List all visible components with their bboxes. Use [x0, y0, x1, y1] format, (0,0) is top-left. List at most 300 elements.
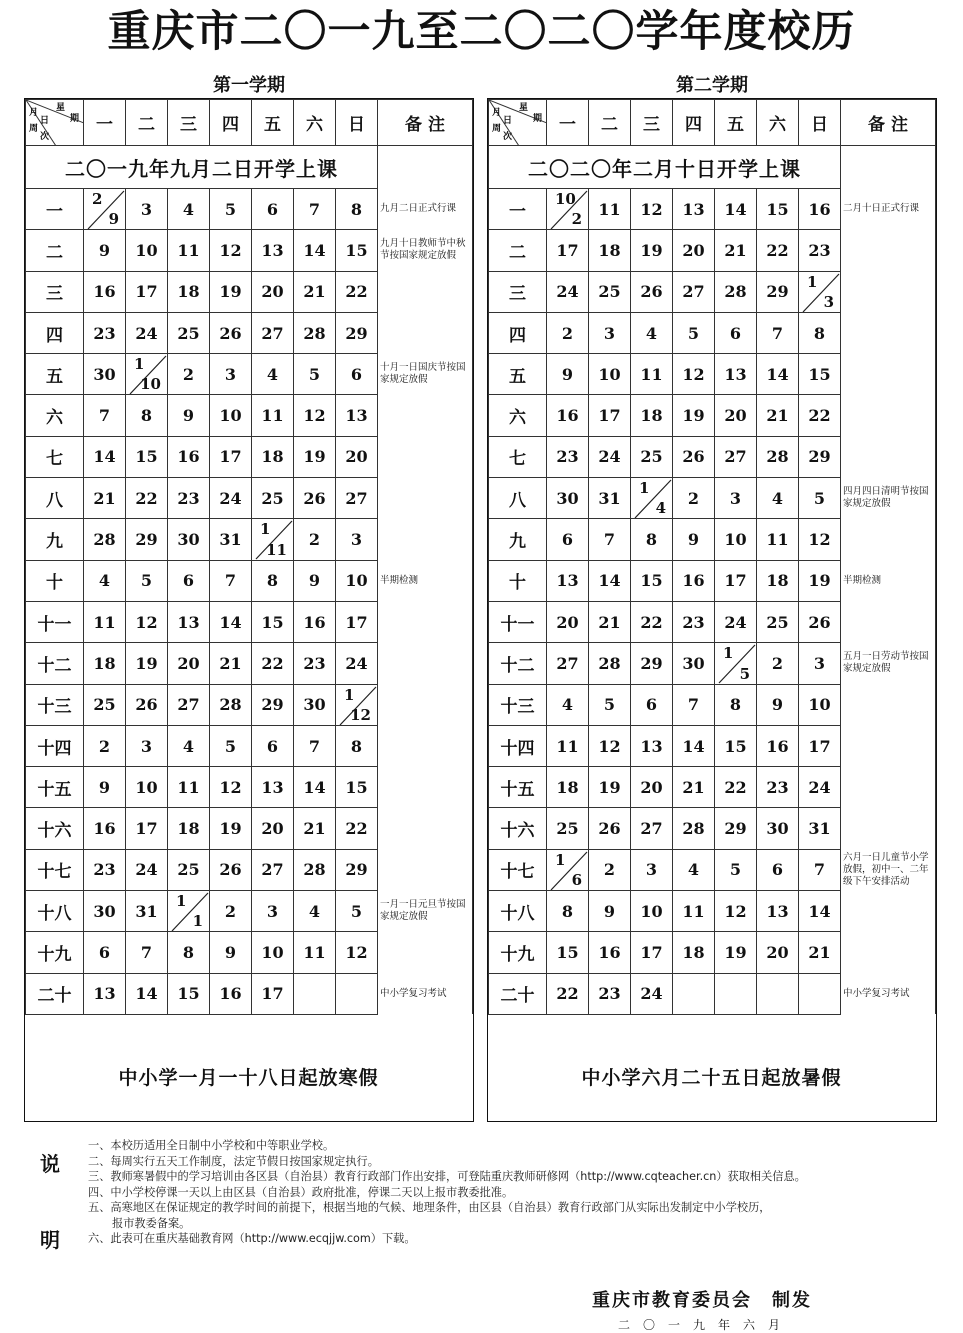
day-cell: 12 [631, 189, 673, 230]
corner-label: 次 [40, 132, 50, 142]
week-row [489, 891, 936, 932]
week-number: 九 [489, 519, 547, 560]
day-cell: 20 [715, 395, 757, 436]
week-number: 十九 [489, 932, 547, 973]
week-number: 二 [26, 230, 84, 271]
week-number: 三 [26, 271, 84, 312]
day-cell: 19 [589, 767, 631, 808]
note-cell: 半期检测 [378, 560, 473, 601]
day-cell: 10 [715, 519, 757, 560]
day-cell: 15 [547, 932, 589, 973]
day-cell: 7 [294, 725, 336, 766]
day-cell: 7 [757, 312, 799, 353]
day-cell: 9 [757, 684, 799, 725]
month-start-day [547, 189, 589, 230]
semester-start: 二〇一九年九月二日开学上课 [26, 146, 378, 189]
day-cell: 30 [168, 519, 210, 560]
month-value: 3 [823, 292, 834, 311]
week-row [489, 189, 936, 230]
week-row [26, 436, 473, 477]
day-cell: 24 [336, 643, 378, 684]
day-cell: 20 [757, 932, 799, 973]
day-cell: 22 [799, 395, 841, 436]
day-cell: 21 [210, 643, 252, 684]
day-cell: 14 [84, 436, 126, 477]
day-value: 1 [723, 644, 734, 663]
weekday-header: 二 [589, 100, 631, 146]
note-cell [841, 684, 936, 725]
week-row [26, 601, 473, 642]
day-cell: 16 [210, 973, 252, 1014]
day-cell: 26 [631, 271, 673, 312]
day-cell: 12 [336, 932, 378, 973]
day-cell: 9 [210, 932, 252, 973]
day-cell: 27 [336, 478, 378, 519]
note-cell [841, 932, 936, 973]
month-value: 2 [571, 210, 582, 229]
day-cell: 29 [336, 312, 378, 353]
day-cell: 12 [589, 725, 631, 766]
day-cell: 2 [757, 643, 799, 684]
note-cell [378, 271, 473, 312]
day-cell: 26 [210, 849, 252, 890]
note-cell [378, 808, 473, 849]
explanation-item: 一、本校历适用全日制中小学校和中等职业学校。 [88, 1139, 335, 1152]
note-cell [841, 519, 936, 560]
day-value: 1 [260, 520, 271, 539]
day-cell: 2 [589, 849, 631, 890]
day-cell: 6 [252, 725, 294, 766]
week-number: 四 [26, 312, 84, 353]
day-cell: 29 [757, 271, 799, 312]
week-number: 六 [489, 395, 547, 436]
day-cell: 23 [294, 643, 336, 684]
day-cell: 28 [757, 436, 799, 477]
day-cell: 29 [715, 808, 757, 849]
month-value: 12 [350, 705, 371, 724]
explanation-item: 报市教委备案。 [112, 1216, 191, 1230]
day-cell: 19 [210, 271, 252, 312]
day-cell: 6 [757, 849, 799, 890]
day-cell: 21 [799, 932, 841, 973]
weekday-header: 一 [84, 100, 126, 146]
day-cell: 8 [126, 395, 168, 436]
day-cell: 23 [84, 849, 126, 890]
day-cell: 24 [126, 849, 168, 890]
day-cell: 12 [799, 519, 841, 560]
day-cell: 31 [799, 808, 841, 849]
day-value: 1 [344, 685, 355, 704]
month-value: 11 [266, 540, 287, 559]
day-cell: 12 [673, 354, 715, 395]
week-number: 七 [489, 436, 547, 477]
note-cell [378, 146, 473, 189]
note-cell: 一月一日元旦节按国家规定放假 [378, 891, 473, 932]
week-row [26, 932, 473, 973]
week-row [489, 849, 936, 890]
day-cell: 18 [84, 643, 126, 684]
day-cell: 13 [673, 189, 715, 230]
day-cell: 10 [589, 354, 631, 395]
day-cell: 30 [757, 808, 799, 849]
day-cell: 15 [168, 973, 210, 1014]
day-cell: 24 [589, 436, 631, 477]
day-cell [757, 973, 799, 1014]
note-cell [378, 849, 473, 890]
week-number: 十三 [489, 684, 547, 725]
month-start-day [126, 354, 168, 395]
day-cell: 24 [126, 312, 168, 353]
weekday-header: 一 [547, 100, 589, 146]
day-cell: 5 [715, 849, 757, 890]
week-row [489, 643, 936, 684]
calendar-table [488, 99, 936, 1015]
week-number: 九 [26, 519, 84, 560]
day-cell: 17 [252, 973, 294, 1014]
note-cell [378, 519, 473, 560]
day-cell: 28 [673, 808, 715, 849]
day-cell: 14 [799, 891, 841, 932]
day-cell: 6 [547, 519, 589, 560]
day-cell [799, 973, 841, 1014]
day-cell [673, 973, 715, 1014]
day-cell: 28 [294, 312, 336, 353]
day-cell: 9 [589, 891, 631, 932]
note-cell [378, 312, 473, 353]
day-cell: 20 [336, 436, 378, 477]
day-cell: 5 [210, 725, 252, 766]
notes-header: 备 注 [841, 100, 936, 146]
week-number: 十七 [489, 849, 547, 890]
day-cell: 30 [294, 684, 336, 725]
day-cell: 22 [631, 601, 673, 642]
month-start-day [336, 684, 378, 725]
note-cell [841, 146, 936, 189]
week-row [489, 230, 936, 271]
week-row [489, 560, 936, 601]
weekday-header: 二 [126, 100, 168, 146]
week-number: 十五 [489, 767, 547, 808]
week-row [26, 560, 473, 601]
day-cell: 28 [294, 849, 336, 890]
day-cell: 21 [294, 271, 336, 312]
day-cell: 29 [799, 436, 841, 477]
day-cell: 3 [252, 891, 294, 932]
note-cell [841, 312, 936, 353]
week-row [489, 973, 936, 1014]
day-cell: 17 [589, 395, 631, 436]
day-cell: 21 [84, 478, 126, 519]
day-cell: 21 [589, 601, 631, 642]
day-cell: 29 [631, 643, 673, 684]
day-cell: 13 [631, 725, 673, 766]
note-cell [378, 478, 473, 519]
day-cell: 28 [210, 684, 252, 725]
week-row [26, 312, 473, 353]
day-cell: 25 [252, 478, 294, 519]
week-number: 二十 [489, 973, 547, 1014]
day-cell: 6 [168, 560, 210, 601]
day-cell: 7 [799, 849, 841, 890]
day-cell: 8 [547, 891, 589, 932]
day-cell: 25 [547, 808, 589, 849]
note-cell [841, 725, 936, 766]
week-row [26, 478, 473, 519]
day-cell: 19 [715, 932, 757, 973]
weekday-header: 五 [715, 100, 757, 146]
day-cell: 2 [294, 519, 336, 560]
day-cell: 14 [757, 354, 799, 395]
day-cell: 19 [294, 436, 336, 477]
note-cell [841, 436, 936, 477]
corner-label: 星 [519, 103, 529, 113]
note-cell [841, 891, 936, 932]
day-value: 1 [176, 892, 187, 911]
day-cell: 4 [757, 478, 799, 519]
day-cell: 27 [631, 808, 673, 849]
day-cell: 21 [673, 767, 715, 808]
day-cell: 15 [715, 725, 757, 766]
note-cell: 半期检测 [841, 560, 936, 601]
week-number: 十三 [26, 684, 84, 725]
corner-label: 月 [29, 108, 39, 118]
day-cell: 9 [84, 230, 126, 271]
note-cell [378, 932, 473, 973]
day-cell: 4 [631, 312, 673, 353]
day-value: 1 [134, 355, 145, 374]
day-cell: 11 [547, 725, 589, 766]
day-cell: 20 [252, 808, 294, 849]
day-value: 1 [639, 479, 650, 498]
explanation-item: 六、此表可在重庆基础教育网（http://www.ecqjjw.com）下载。 [88, 1232, 416, 1245]
day-cell: 26 [589, 808, 631, 849]
day-cell: 25 [589, 271, 631, 312]
day-cell: 7 [294, 189, 336, 230]
day-cell: 14 [294, 230, 336, 271]
day-cell: 2 [547, 312, 589, 353]
day-cell: 6 [252, 189, 294, 230]
semester-1-label: 第一学期 [213, 75, 285, 96]
day-cell: 22 [715, 767, 757, 808]
week-row [26, 973, 473, 1014]
day-cell: 11 [252, 395, 294, 436]
week-number: 十一 [489, 601, 547, 642]
day-cell: 17 [799, 725, 841, 766]
week-number: 十七 [26, 849, 84, 890]
day-cell: 12 [294, 395, 336, 436]
note-cell: 中小学复习考试 [841, 973, 936, 1014]
month-start-day [168, 891, 210, 932]
corner-label: 日 [40, 116, 50, 126]
weekday-header: 四 [210, 100, 252, 146]
day-cell: 10 [336, 560, 378, 601]
day-cell: 18 [168, 808, 210, 849]
day-cell: 5 [589, 684, 631, 725]
day-cell: 22 [336, 271, 378, 312]
day-cell: 3 [631, 849, 673, 890]
day-cell: 27 [673, 271, 715, 312]
note-cell: 九月二日正式行课 [378, 189, 473, 230]
week-row [489, 354, 936, 395]
weekday-header: 四 [673, 100, 715, 146]
week-row [489, 478, 936, 519]
week-row [489, 601, 936, 642]
day-cell: 15 [252, 601, 294, 642]
day-cell: 7 [84, 395, 126, 436]
day-cell: 10 [799, 684, 841, 725]
day-cell: 23 [547, 436, 589, 477]
week-number: 二十 [26, 973, 84, 1014]
week-row [26, 808, 473, 849]
day-cell: 18 [547, 767, 589, 808]
day-cell: 16 [294, 601, 336, 642]
day-cell: 20 [547, 601, 589, 642]
week-row [489, 932, 936, 973]
week-number: 六 [26, 395, 84, 436]
day-cell: 24 [547, 271, 589, 312]
day-cell: 8 [631, 519, 673, 560]
day-cell: 19 [799, 560, 841, 601]
day-cell: 5 [210, 189, 252, 230]
week-row [489, 808, 936, 849]
day-cell: 17 [336, 601, 378, 642]
corner-header [26, 100, 84, 146]
day-cell: 12 [210, 230, 252, 271]
week-number: 十八 [489, 891, 547, 932]
corner-label: 月 [492, 108, 502, 118]
explanation-item: 二、每周实行五天工作制度，法定节假日按国家规定执行。 [88, 1154, 379, 1168]
month-start-day [252, 519, 294, 560]
day-cell: 18 [631, 395, 673, 436]
week-number: 十 [26, 560, 84, 601]
day-cell: 24 [631, 973, 673, 1014]
note-cell [841, 395, 936, 436]
day-cell: 5 [336, 891, 378, 932]
day-cell: 22 [126, 478, 168, 519]
week-number: 十九 [26, 932, 84, 973]
explanation-item: 四、中小学校停课一天以上由区县（自治县）政府批准，停课二天以上报市教委批准。 [88, 1185, 514, 1199]
day-cell: 8 [168, 932, 210, 973]
day-cell: 19 [126, 643, 168, 684]
day-cell: 6 [336, 354, 378, 395]
day-cell: 9 [168, 395, 210, 436]
vacation-notice: 中小学六月二十五日起放暑假 [581, 1067, 842, 1089]
explanation-item: 五、高寒地区在保证规定的教学时间的前提下，根据当地的气候、地理条件，由区县（自治县）教育行政部门从实际出发制定中小学校历， [88, 1201, 771, 1214]
semester-2-calendar [487, 98, 937, 1122]
day-cell: 18 [168, 271, 210, 312]
day-cell: 24 [799, 767, 841, 808]
day-cell: 7 [589, 519, 631, 560]
day-cell: 21 [757, 395, 799, 436]
day-cell: 4 [252, 354, 294, 395]
weekday-header: 三 [631, 100, 673, 146]
vacation-notice: 中小学一月一十八日起放寒假 [118, 1067, 379, 1089]
day-cell: 9 [673, 519, 715, 560]
day-cell: 13 [252, 767, 294, 808]
day-cell: 18 [673, 932, 715, 973]
day-cell: 13 [84, 973, 126, 1014]
day-cell: 6 [84, 932, 126, 973]
day-cell: 10 [252, 932, 294, 973]
day-cell: 3 [336, 519, 378, 560]
day-cell: 14 [715, 189, 757, 230]
note-cell [841, 230, 936, 271]
day-cell: 12 [126, 601, 168, 642]
week-row [26, 684, 473, 725]
day-cell: 2 [210, 891, 252, 932]
week-number: 十五 [26, 767, 84, 808]
explanation-list [88, 1138, 948, 1247]
month-start-day [84, 189, 126, 230]
weekday-header: 五 [252, 100, 294, 146]
day-cell: 29 [126, 519, 168, 560]
month-start-day [799, 271, 841, 312]
day-cell: 15 [336, 767, 378, 808]
week-number: 十八 [26, 891, 84, 932]
day-cell: 14 [589, 560, 631, 601]
day-cell: 25 [168, 849, 210, 890]
day-cell: 19 [631, 230, 673, 271]
weekday-header: 日 [336, 100, 378, 146]
day-value: 2 [92, 190, 103, 208]
day-cell: 22 [547, 973, 589, 1014]
week-number: 十六 [26, 808, 84, 849]
day-cell: 20 [252, 271, 294, 312]
day-cell: 8 [336, 189, 378, 230]
note-cell: 二月十日正式行课 [841, 189, 936, 230]
corner-label: 期 [70, 114, 80, 124]
day-cell: 11 [294, 932, 336, 973]
corner-header [489, 100, 547, 146]
day-cell: 28 [84, 519, 126, 560]
week-number: 十六 [489, 808, 547, 849]
day-cell: 16 [547, 395, 589, 436]
note-cell: 十月一日国庆节按国家规定放假 [378, 354, 473, 395]
note-cell [378, 601, 473, 642]
day-cell: 14 [673, 725, 715, 766]
day-cell: 30 [673, 643, 715, 684]
week-number: 十一 [26, 601, 84, 642]
note-cell: 五月一日劳动节按国家规定放假 [841, 643, 936, 684]
day-cell: 6 [715, 312, 757, 353]
semester-1-calendar [24, 98, 474, 1122]
day-cell: 16 [589, 932, 631, 973]
day-cell: 30 [84, 891, 126, 932]
day-cell: 18 [589, 230, 631, 271]
day-cell: 5 [799, 478, 841, 519]
day-cell: 17 [631, 932, 673, 973]
day-cell: 5 [673, 312, 715, 353]
day-cell: 8 [715, 684, 757, 725]
day-cell: 4 [168, 725, 210, 766]
day-cell: 25 [757, 601, 799, 642]
day-cell: 25 [168, 312, 210, 353]
week-row [26, 643, 473, 684]
day-cell: 20 [168, 643, 210, 684]
month-value: 10 [140, 375, 161, 394]
day-cell: 3 [126, 725, 168, 766]
weekday-header: 六 [757, 100, 799, 146]
note-cell [841, 601, 936, 642]
day-cell: 31 [589, 478, 631, 519]
corner-label: 周 [492, 124, 502, 134]
week-row [489, 395, 936, 436]
week-row [26, 767, 473, 808]
day-cell: 23 [799, 230, 841, 271]
note-cell [841, 808, 936, 849]
day-cell: 5 [294, 354, 336, 395]
day-cell: 20 [631, 767, 673, 808]
